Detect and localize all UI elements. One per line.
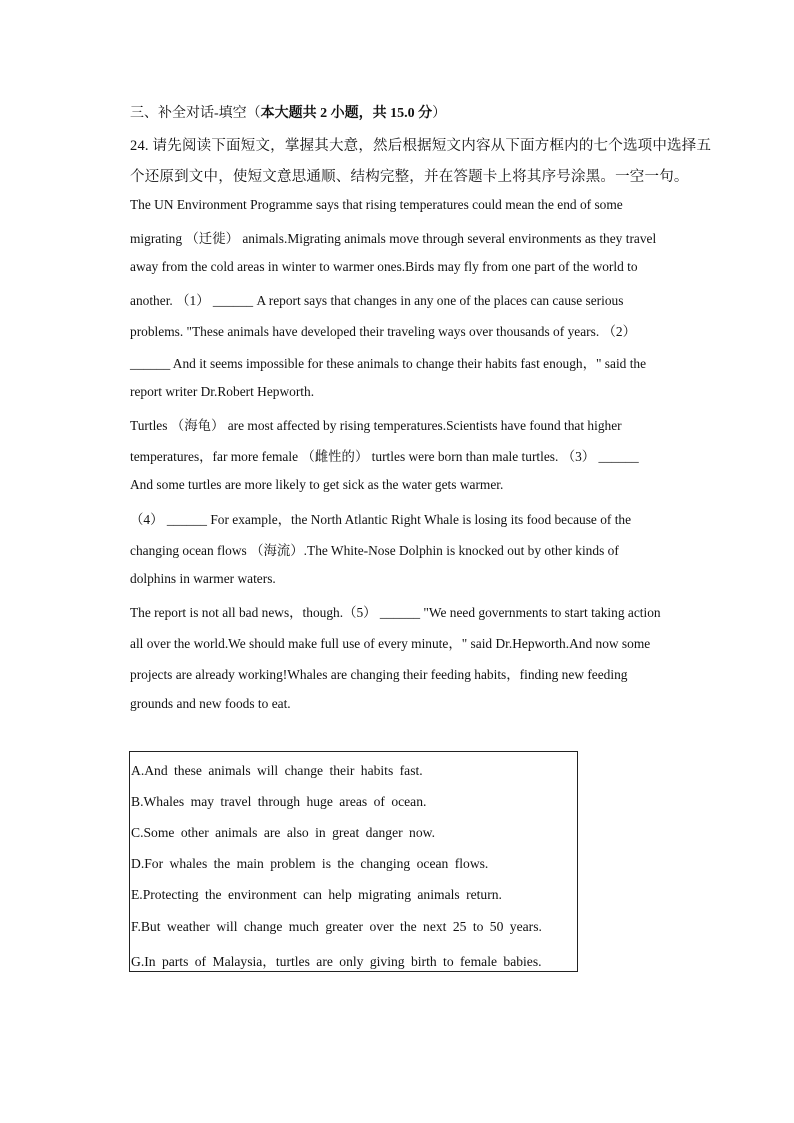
passage-line: away from the cold areas in winter to warmer ones.Birds may fly from one part of the world to bbox=[130, 259, 638, 274]
passage-line: migrating （迁徙） animals.Migrating animals move through several environments as they travel bbox=[130, 231, 657, 246]
passage-line: ______ And it seems impossible for these animals to change their habits fast enough，" said the bbox=[130, 356, 647, 371]
option-d: D.For whales the main problem is the changing ocean flows. bbox=[131, 856, 489, 871]
passage-line: report writer Dr.Robert Hepworth. bbox=[130, 384, 315, 399]
section-heading-bold: 本大题共 2 小题，共 15.0 分 bbox=[260, 106, 433, 121]
options-box bbox=[129, 751, 578, 972]
option-b: B.Whales may travel through huge areas of ocean. bbox=[131, 794, 427, 809]
passage-line: projects are already working!Whales are changing their feeding habits，finding new feeding bbox=[130, 667, 628, 682]
option-f: F.But weather will change much greater over the next 25 to 50 years. bbox=[131, 919, 542, 934]
passage-line: changing ocean flows （海流）.The White-Nose Dolphin is knocked out by other kinds of bbox=[130, 543, 619, 558]
question-instruction-line-2: 个还原到文中，使短文意思通顺、结构完整，并在答题卡上将其序号涂黑。一空一句。 bbox=[130, 169, 689, 185]
section-heading-suffix: ） bbox=[432, 106, 447, 121]
option-e: E.Protecting the environment can help migrating animals return. bbox=[131, 887, 502, 902]
question-instruction-line-1: 24. 请先阅读下面短文，掌握其大意，然后根据短文内容从下面方框内的七个选项中选择五 bbox=[130, 138, 712, 154]
passage-line: problems. "These animals have developed their traveling ways over thousands of years. （2） bbox=[130, 324, 636, 339]
passage-line: Turtles （海龟） are most affected by rising temperatures.Scientists have found that higher bbox=[130, 418, 622, 433]
passage-line: （4） ______ For example，the North Atlantic Right Whale is losing its food because of the bbox=[130, 512, 632, 527]
passage-line: And some turtles are more likely to get sick as the water gets warmer. bbox=[130, 477, 504, 492]
section-heading-prefix: 三、补全对话-填空（ bbox=[130, 106, 261, 121]
passage-line: all over the world.We should make full use of every minute，" said Dr.Hepworth.And now some bbox=[130, 636, 651, 651]
option-g: G.In parts of Malaysia，turtles are only giving birth to female babies. bbox=[131, 954, 542, 969]
passage-line: dolphins in warmer waters. bbox=[130, 571, 276, 586]
option-c: C.Some other animals are also in great danger now. bbox=[131, 825, 435, 840]
option-a: A.And these animals will change their habits fast. bbox=[131, 763, 423, 778]
passage-line: another. （1） ______ A report says that changes in any one of the places can cause serious bbox=[130, 293, 624, 308]
passage-line: grounds and new foods to eat. bbox=[130, 696, 291, 711]
passage-line: The UN Environment Programme says that rising temperatures could mean the end of some bbox=[130, 197, 623, 212]
passage-line: The report is not all bad news，though.（5） ______ "We need governments to start taking action bbox=[130, 605, 661, 620]
section-heading bbox=[130, 102, 446, 122]
passage-line: temperatures，far more female （雌性的） turtles were born than male turtles. （3） ______ bbox=[130, 449, 639, 464]
